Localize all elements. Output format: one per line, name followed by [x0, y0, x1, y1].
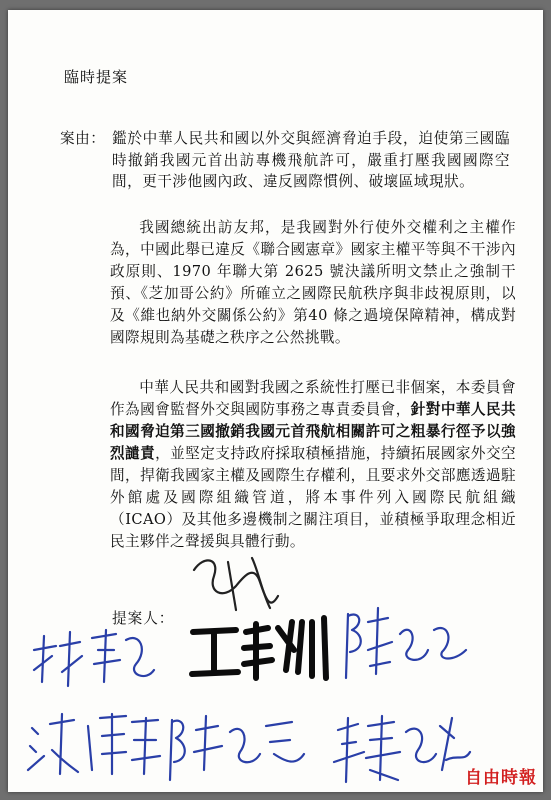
proposer-label: 提案人：	[112, 610, 175, 627]
watermark-logo: 自由時報	[465, 768, 537, 788]
signature-chen-kuan-ting	[346, 608, 466, 678]
signature-lin-chu-yin	[34, 630, 154, 686]
paragraph-3-rest: ，並堅定支持政府採取積極措施，持續拓展國家外交空間，捍衛我國家主權及國際生存權利，且要求外交部應透過駐外館處及國際組織管道，將本事件列入國際民航組織（ICAO）及其他多邊機制之關注項目，並積極爭取理念相近民主夥伴之聲援與具體行動。	[110, 445, 516, 550]
signature-wang-yi-chuan	[192, 618, 326, 678]
signature-shen-po-yang	[28, 714, 160, 774]
document-page	[8, 10, 543, 792]
signature-chen-pei-yu	[170, 716, 304, 780]
signature-scribble-black	[194, 558, 278, 610]
paragraph-3-intro: 中華人民共和國對我國之系統性打壓已非個案，本委員會作為國會監督外交與國防事務之專責委員會，	[110, 379, 516, 418]
signatures-area	[8, 10, 543, 792]
case-text: 鑑於中華人民共和國以外交與經濟脅迫手段，迫使第三國臨時撤銷我國元首出訪專機飛航許可，嚴重打壓我國國際空間，更干涉他國內政、違反國際慣例、破壞區域現狀。	[112, 130, 510, 190]
signature-lo-mei-ling	[334, 716, 470, 782]
paragraph-3-bold: 針對中華人民共和國脅迫第三國撤銷我國元首飛航相關許可之粗暴行徑予以強烈譴責	[110, 401, 516, 462]
document-title: 臨時提案	[64, 68, 129, 86]
paragraph-2: 我國總統出訪友邦，是我國對外行使外交權利之主權作為，中國此舉已違反《聯合國憲章》國家主權平等與不干涉內政原則、1970 年聯大第 2625 號決議所明文禁止之強制干預、《芝加哥公約》所確立之國際民航秩序與非歧視原則，以及《維也納外交關係公約》第40 條之過境保障精神，構成對國際規則為基礎之秩序之公然挑戰。	[110, 219, 516, 346]
case-label: 案由：	[60, 130, 106, 147]
